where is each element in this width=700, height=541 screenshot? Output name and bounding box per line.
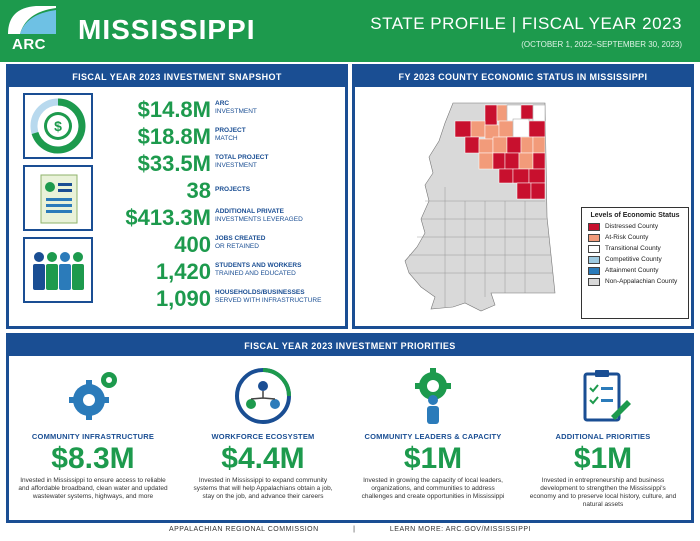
stat-value: $33.5M [137, 151, 211, 176]
priority-community-infrastructure [13, 360, 173, 520]
logo-text: ARC [12, 36, 46, 53]
stat-value: $18.8M [137, 124, 211, 149]
legend-item-at-risk: At-Risk County [588, 234, 682, 242]
legend-item-distressed: Distressed County [588, 223, 682, 231]
stat-label: PROJECT MATCH [215, 127, 246, 142]
state-title: MISSISSIPPI [78, 14, 256, 45]
stat-arc-investment [103, 97, 343, 123]
stat-value: 1,090 [155, 286, 211, 311]
footer-learn-more-link[interactable]: LEARN MORE: ARC.GOV/MISSISSIPPI [389, 526, 532, 533]
priorities-title: FISCAL YEAR 2023 INVESTMENT PRIORITIES [9, 336, 691, 356]
stat-private-investments [103, 205, 343, 231]
legend-swatch [588, 234, 600, 242]
profile-subtitle: (OCTOBER 1, 2022–SEPTEMBER 30, 2023) [521, 40, 682, 49]
stat-value: $413.3M [125, 205, 211, 230]
priority-additional [523, 360, 683, 520]
priority-amount: $1M [573, 442, 633, 475]
investment-snapshot-panel [6, 64, 348, 329]
priority-workforce-ecosystem [183, 360, 343, 520]
profile-title: STATE PROFILE | FISCAL YEAR 2023 [370, 14, 682, 33]
checklist-icon [573, 366, 633, 426]
stat-value: 1,420 [155, 259, 211, 284]
priority-description: Invested in growing the capacity of local leaders, organizations, and communities to address challenges and create opportunities in Mississippi [361, 477, 505, 500]
map-legend [581, 207, 689, 319]
stat-value: 400 [174, 232, 211, 257]
legend-swatch [588, 256, 600, 264]
header-banner [0, 0, 700, 62]
legend-item-competitive: Competitive County [588, 256, 682, 264]
map-title: FY 2023 COUNTY ECONOMIC STATUS IN MISSISSIPPI [355, 67, 691, 87]
network-people-icon [233, 366, 293, 426]
legend-item-attainment: Attainment County [588, 267, 682, 275]
gears-icon [63, 366, 123, 426]
stat-jobs [103, 232, 343, 258]
leader-gear-icon [403, 366, 463, 426]
priority-title: COMMUNITY INFRASTRUCTURE [31, 432, 155, 441]
priority-title: COMMUNITY LEADERS & CAPACITY [364, 432, 502, 441]
svg-text:$: $ [54, 118, 62, 134]
stat-label: ARC INVESTMENT [215, 100, 257, 115]
stat-value: $14.8M [137, 97, 211, 122]
stat-label: PROJECTS [215, 186, 251, 193]
document-icon [23, 165, 93, 231]
priority-description: Invested in Mississippi to expand community systems that will help Appalachians obtain a job, stay on the job, and advance their careers [193, 477, 333, 500]
snapshot-title: FISCAL YEAR 2023 INVESTMENT SNAPSHOT [9, 67, 345, 87]
stat-households [103, 286, 343, 312]
stat-total-investment [103, 151, 343, 177]
stat-label: ADDITIONAL PRIVATE INVESTMENTS LEVERAGED [215, 208, 303, 223]
priority-description: Invested in Mississippi to ensure access to reliable and affordable broadband, clean water and updated wastewater systems, highways, and more [18, 477, 168, 500]
priority-title: WORKFORCE ECOSYSTEM [211, 432, 315, 441]
priority-amount: $8.3M [51, 442, 135, 475]
legend-swatch [588, 223, 600, 231]
county-status-map-panel [352, 64, 694, 329]
stat-value: 38 [186, 178, 211, 203]
legend-swatch [588, 267, 600, 275]
priority-description: Invested in entrepreneurship and business development to strengthen the Mississippi's economy and to preserve local history, culture, and natural assets [529, 477, 677, 508]
priority-title: ADDITIONAL PRIORITIES [555, 432, 651, 441]
legend-swatch [588, 245, 600, 253]
stat-label: STUDENTS AND WORKERS TRAINED AND EDUCATED [215, 262, 302, 277]
footer-separator: | [353, 526, 356, 533]
stat-students-workers [103, 259, 343, 285]
priority-amount: $4.4M [221, 442, 305, 475]
money-icon [23, 93, 93, 159]
priority-community-leaders [353, 360, 513, 520]
stat-label: HOUSEHOLDS/BUSINESSES SERVED WITH INFRASTRUCTURE [215, 289, 322, 304]
people-icon [23, 237, 93, 303]
legend-item-non-appalachian: Non-Appalachian County [588, 278, 682, 286]
stat-projects [103, 178, 343, 204]
footer [0, 526, 700, 541]
legend-swatch [588, 278, 600, 286]
stat-project-match [103, 124, 343, 150]
priority-amount: $1M [403, 442, 463, 475]
mississippi-county-map [395, 97, 575, 317]
footer-org: APPALACHIAN REGIONAL COMMISSION [168, 526, 319, 533]
investment-priorities-panel [6, 333, 694, 523]
legend-title: Levels of Economic Status [590, 212, 680, 219]
stat-label: JOBS CREATED OR RETAINED [215, 235, 266, 250]
legend-item-transitional: Transitional County [588, 245, 682, 253]
stat-label: TOTAL PROJECT INVESTMENT [215, 154, 269, 169]
